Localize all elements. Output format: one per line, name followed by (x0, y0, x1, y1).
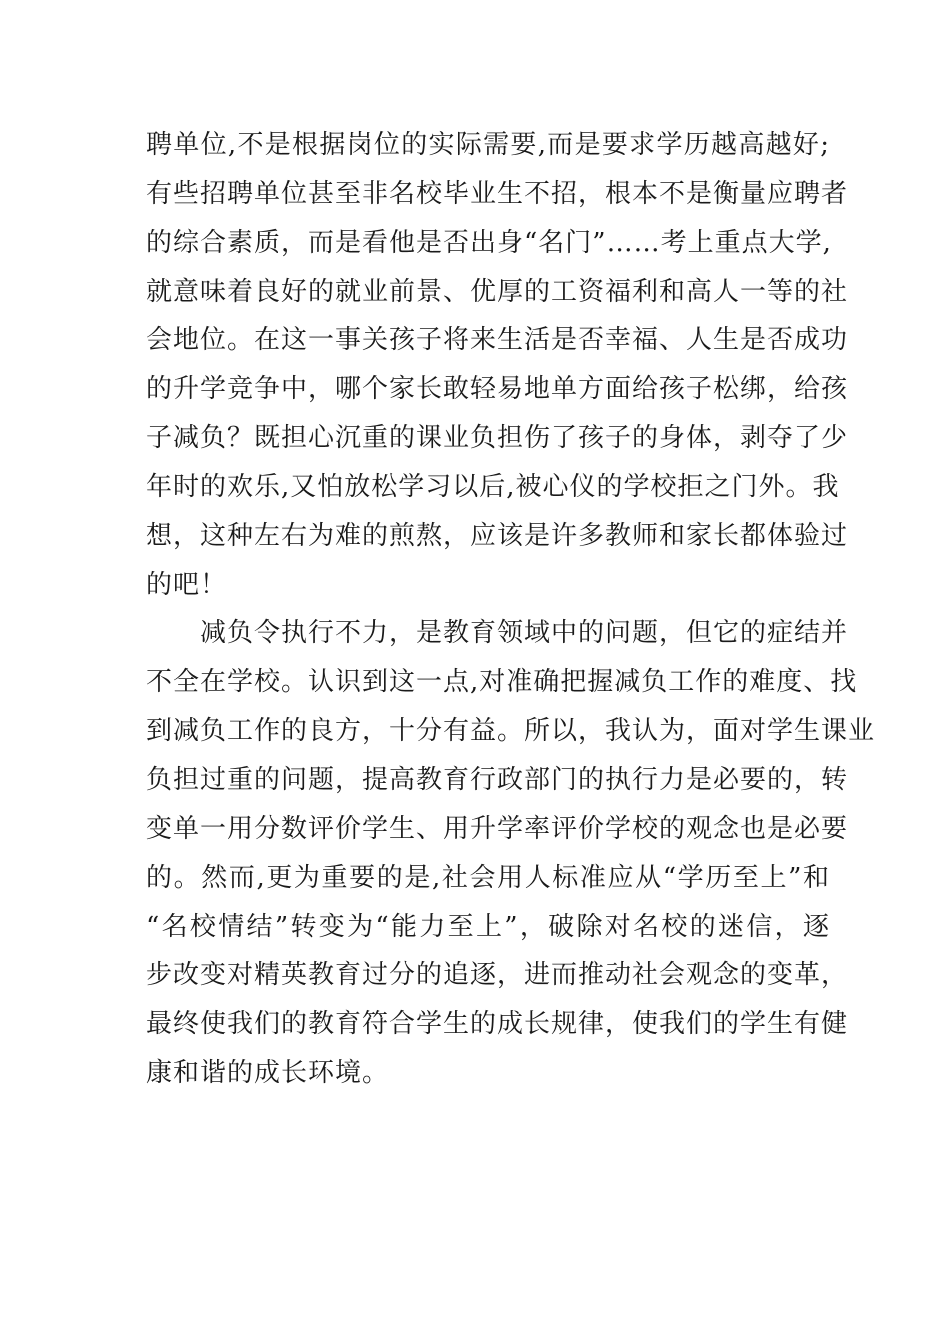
text-line: 子减负？既担心沉重的课业负担伤了孩子的身体，剥夺了少 (146, 423, 849, 454)
paragraph-1 (146, 121, 849, 609)
paragraph-2 (146, 609, 876, 1097)
text-line: 最终使我们的教育符合学生的成长规律，使我们的学生有健 (146, 1009, 849, 1040)
text-line: 就意味着良好的就业前景、优厚的工资福利和高人一等的社 (146, 276, 849, 307)
document-body (146, 121, 876, 1098)
text-line: 会地位。在这一事关孩子将来生活是否幸福、人生是否成功 (146, 325, 849, 356)
text-line: 的吧！ (146, 569, 228, 600)
text-line: 负担过重的问题，提高教育行政部门的执行力是必要的，转 (146, 764, 849, 795)
text-line: 聘单位,不是根据岗位的实际需要,而是要求学历越高越好; (146, 130, 830, 160)
text-line: 的升学竞争中，哪个家长敢轻易地单方面给孩子松绑，给孩 (146, 374, 849, 405)
text-line: 的。然而,更为重要的是,社会用人标准应从“学历至上”和 (146, 862, 830, 893)
text-line: 康和谐的成长环境。 (146, 1058, 390, 1089)
text-line: 步改变对精英教育过分的追逐，进而推动社会观念的变革， (146, 960, 849, 991)
text-line: 的综合素质，而是看他是否出身“名门”……考上重点大学, (146, 227, 832, 258)
text-line: “名校情结”转变为“能力至上”，破除对名校的迷信，逐 (146, 911, 830, 942)
text-line: 年时的欢乐,又怕放松学习以后,被心仪的学校拒之门外。我 (146, 471, 840, 502)
text-line: 有些招聘单位甚至非名校毕业生不招，根本不是衡量应聘者 (146, 178, 849, 209)
text-line: 变单一用分数评价学生、用升学率评价学校的观念也是必要 (146, 813, 849, 844)
text-line: 不全在学校。认识到这一点,对准确把握减负工作的难度、找 (146, 667, 858, 698)
text-line: 减负令执行不力，是教育领域中的问题，但它的症结并 (200, 618, 849, 649)
text-line: 到减负工作的良方，十分有益。所以，我认为，面对学生课业 (146, 716, 876, 747)
text-line: 想，这种左右为难的煎熬，应该是许多教师和家长都体验过 (146, 520, 849, 551)
